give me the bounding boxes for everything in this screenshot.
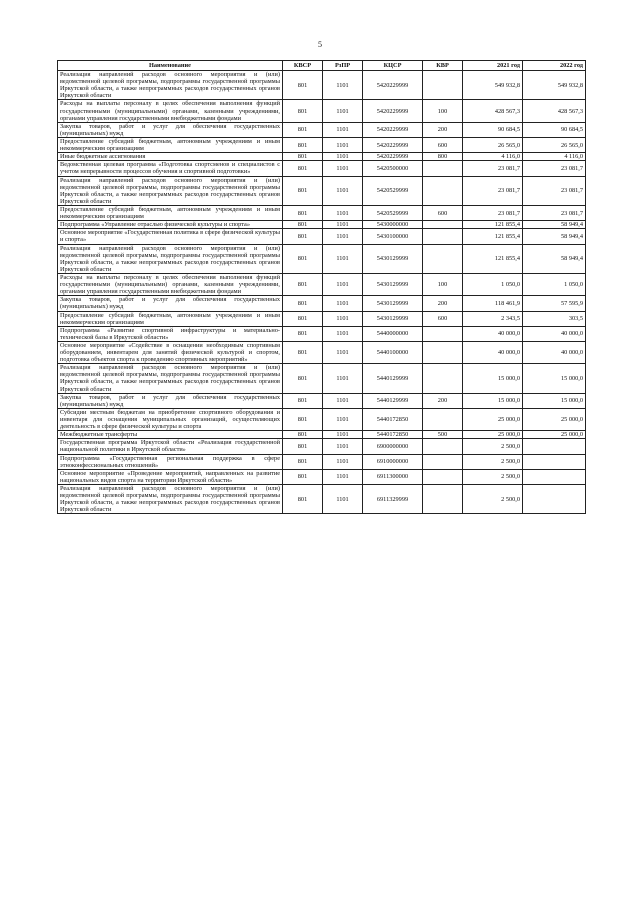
row-rzpr: 1101 bbox=[323, 71, 363, 100]
table-row bbox=[58, 454, 586, 469]
row-name: Закупка товаров, работ и услуг для обеспечения государственных (муниципальных) нужд bbox=[58, 393, 283, 408]
row-2021: 2 500,0 bbox=[463, 469, 523, 484]
row-name: Основное мероприятие «Государственная политика в сфере физической культуры и спорта» bbox=[58, 229, 283, 244]
row-2022: 23 081,7 bbox=[523, 176, 586, 205]
row-2022: 90 684,5 bbox=[523, 122, 586, 137]
row-rzpr: 1101 bbox=[323, 161, 363, 176]
row-2021: 549 932,8 bbox=[463, 71, 523, 100]
row-kcsr: 5420529999 bbox=[363, 205, 423, 220]
row-rzpr: 1101 bbox=[323, 439, 363, 454]
row-name: Реализация направлений расходов основного мероприятия и (или) ведомственной целевой программы, подпрограммы государственной программы Иркутской области, а также непрограммных расходов государственных органов Иркутской области bbox=[58, 71, 283, 100]
row-name: Государственная программа Иркутской области «Реализация государственной национальной политики в Иркутской области» bbox=[58, 439, 283, 454]
row-2021: 25 000,0 bbox=[463, 408, 523, 430]
row-kvsr: 801 bbox=[283, 244, 323, 273]
row-2022: 428 567,3 bbox=[523, 100, 586, 122]
row-kvr bbox=[423, 341, 463, 363]
row-kvr: 600 bbox=[423, 311, 463, 326]
row-name: Основное мероприятие «Проведение мероприятий, направленных на развитие национальных видов спорта на территории Иркутской области» bbox=[58, 469, 283, 484]
row-2021: 23 081,7 bbox=[463, 176, 523, 205]
row-kcsr: 5440172850 bbox=[363, 431, 423, 439]
row-name: Закупка товаров, работ и услуг для обеспечения государственных (муниципальных) нужд bbox=[58, 122, 283, 137]
row-kvsr: 801 bbox=[283, 408, 323, 430]
row-name: Закупка товаров, работ и услуг для обеспечения государственных (муниципальных) нужд bbox=[58, 296, 283, 311]
row-2021: 23 081,7 bbox=[463, 161, 523, 176]
row-kcsr: 5430000000 bbox=[363, 221, 423, 229]
row-name: Реализация направлений расходов основного мероприятия и (или) ведомственной целевой программы, подпрограммы государственной программы Иркутской области, а также непрограммных расходов государственных органов Иркутской области bbox=[58, 364, 283, 393]
row-kcsr: 5420229999 bbox=[363, 137, 423, 152]
header-rzpr: РзПР bbox=[323, 61, 363, 71]
table-row bbox=[58, 229, 586, 244]
row-kvsr: 801 bbox=[283, 326, 323, 341]
row-kcsr: 5420229999 bbox=[363, 71, 423, 100]
row-kvsr: 801 bbox=[283, 393, 323, 408]
row-kvsr: 801 bbox=[283, 122, 323, 137]
budget-table bbox=[57, 60, 586, 514]
table-row bbox=[58, 221, 586, 229]
row-kvr bbox=[423, 364, 463, 393]
row-kvsr: 801 bbox=[283, 469, 323, 484]
table-row bbox=[58, 326, 586, 341]
row-kcsr: 5420529999 bbox=[363, 176, 423, 205]
table-row bbox=[58, 439, 586, 454]
row-rzpr: 1101 bbox=[323, 469, 363, 484]
row-name: Предоставление субсидий бюджетным, автономным учреждениям и иным некоммерческим организациям bbox=[58, 311, 283, 326]
row-rzpr: 1101 bbox=[323, 153, 363, 161]
row-rzpr: 1101 bbox=[323, 244, 363, 273]
table-row bbox=[58, 393, 586, 408]
row-kcsr: 6911300000 bbox=[363, 469, 423, 484]
row-kvsr: 801 bbox=[283, 137, 323, 152]
row-2021: 118 461,9 bbox=[463, 296, 523, 311]
row-2022: 25 000,0 bbox=[523, 408, 586, 430]
row-kvsr: 801 bbox=[283, 485, 323, 514]
row-rzpr: 1101 bbox=[323, 221, 363, 229]
table-row bbox=[58, 205, 586, 220]
row-name: Реализация направлений расходов основного мероприятия и (или) ведомственной целевой программы, подпрограммы государственной программы Иркутской области, а также непрограммных расходов государственных органов Иркутской области bbox=[58, 244, 283, 273]
header-2021: 2021 год bbox=[463, 61, 523, 71]
row-kvr bbox=[423, 439, 463, 454]
row-rzpr: 1101 bbox=[323, 296, 363, 311]
row-2021: 90 684,5 bbox=[463, 122, 523, 137]
row-kvsr: 801 bbox=[283, 273, 323, 295]
row-kcsr: 5420500000 bbox=[363, 161, 423, 176]
row-name: Иные бюджетные ассигнования bbox=[58, 153, 283, 161]
row-2022: 549 932,8 bbox=[523, 71, 586, 100]
row-name: Межбюджетные трансферты bbox=[58, 431, 283, 439]
row-2021: 26 565,0 bbox=[463, 137, 523, 152]
row-2022 bbox=[523, 485, 586, 514]
row-kvr: 200 bbox=[423, 393, 463, 408]
row-name: Расходы на выплаты персоналу в целях обеспечения выполнения функций государственными (муниципальными) органами, казенными учреждениями, органами управления государственными внебюджетными фондами bbox=[58, 273, 283, 295]
row-name: Расходы на выплаты персоналу в целях обеспечения выполнения функций государственными (муниципальными) органами, казенными учреждениями, органами управления государственными внебюджетными фондами bbox=[58, 100, 283, 122]
row-2022 bbox=[523, 469, 586, 484]
table-row bbox=[58, 408, 586, 430]
row-kcsr: 6911329999 bbox=[363, 485, 423, 514]
row-rzpr: 1101 bbox=[323, 431, 363, 439]
row-2022: 15 000,0 bbox=[523, 364, 586, 393]
row-2022: 23 081,7 bbox=[523, 161, 586, 176]
row-kvr: 100 bbox=[423, 273, 463, 295]
row-2022: 15 000,0 bbox=[523, 393, 586, 408]
row-kvr: 600 bbox=[423, 137, 463, 152]
table-row bbox=[58, 161, 586, 176]
row-rzpr: 1101 bbox=[323, 176, 363, 205]
row-kvsr: 801 bbox=[283, 153, 323, 161]
row-2021: 2 343,5 bbox=[463, 311, 523, 326]
row-rzpr: 1101 bbox=[323, 137, 363, 152]
table-row bbox=[58, 71, 586, 100]
row-2021: 40 000,0 bbox=[463, 341, 523, 363]
row-kvr: 800 bbox=[423, 153, 463, 161]
row-kcsr: 5430129999 bbox=[363, 311, 423, 326]
table-row bbox=[58, 100, 586, 122]
row-kvr: 600 bbox=[423, 205, 463, 220]
header-kcsr: КЦСР bbox=[363, 61, 423, 71]
row-rzpr: 1101 bbox=[323, 229, 363, 244]
row-kvsr: 801 bbox=[283, 176, 323, 205]
row-2022 bbox=[523, 439, 586, 454]
row-kvsr: 801 bbox=[283, 431, 323, 439]
row-kvr bbox=[423, 408, 463, 430]
row-rzpr: 1101 bbox=[323, 311, 363, 326]
row-rzpr: 1101 bbox=[323, 205, 363, 220]
row-kvsr: 801 bbox=[283, 221, 323, 229]
row-2022: 26 565,0 bbox=[523, 137, 586, 152]
row-2021: 2 500,0 bbox=[463, 439, 523, 454]
row-rzpr: 1101 bbox=[323, 326, 363, 341]
row-2022 bbox=[523, 454, 586, 469]
row-kcsr: 5420229999 bbox=[363, 100, 423, 122]
row-2021: 2 500,0 bbox=[463, 485, 523, 514]
row-rzpr: 1101 bbox=[323, 273, 363, 295]
table-row bbox=[58, 311, 586, 326]
row-kcsr: 5420229999 bbox=[363, 122, 423, 137]
row-kcsr: 5440172850 bbox=[363, 408, 423, 430]
header-kvr: КВР bbox=[423, 61, 463, 71]
table-row bbox=[58, 273, 586, 295]
row-kcsr: 5430100000 bbox=[363, 229, 423, 244]
row-kvr: 100 bbox=[423, 100, 463, 122]
row-rzpr: 1101 bbox=[323, 485, 363, 514]
row-kcsr: 5440129999 bbox=[363, 364, 423, 393]
row-kcsr: 5430129999 bbox=[363, 273, 423, 295]
row-kvsr: 801 bbox=[283, 100, 323, 122]
row-name: Подпрограмма «Государственная региональная поддержка в сфере этноконфессиональных отношений» bbox=[58, 454, 283, 469]
row-name: Ведомственная целевая программа «Подготовка спортсменов и специалистов с учетом непрерывности процессов обучения и спортивной подготовки» bbox=[58, 161, 283, 176]
row-kvr bbox=[423, 161, 463, 176]
table-row bbox=[58, 153, 586, 161]
row-2021: 2 500,0 bbox=[463, 454, 523, 469]
row-kvsr: 801 bbox=[283, 439, 323, 454]
row-kcsr: 5440129999 bbox=[363, 393, 423, 408]
row-kvsr: 801 bbox=[283, 161, 323, 176]
table-row bbox=[58, 341, 586, 363]
row-2022: 40 000,0 bbox=[523, 341, 586, 363]
row-kvr bbox=[423, 454, 463, 469]
row-2021: 25 000,0 bbox=[463, 431, 523, 439]
table-row bbox=[58, 485, 586, 514]
row-name: Предоставление субсидий бюджетным, автономным учреждениям и иным некоммерческим организациям bbox=[58, 137, 283, 152]
row-name: Подпрограмма «Управление отраслью физической культуры и спорта» bbox=[58, 221, 283, 229]
row-rzpr: 1101 bbox=[323, 364, 363, 393]
table-row bbox=[58, 296, 586, 311]
row-2022: 303,5 bbox=[523, 311, 586, 326]
row-2021: 121 855,4 bbox=[463, 221, 523, 229]
row-kvsr: 801 bbox=[283, 71, 323, 100]
table-row bbox=[58, 176, 586, 205]
row-kvr bbox=[423, 71, 463, 100]
row-name: Реализация направлений расходов основного мероприятия и (или) ведомственной целевой программы, подпрограммы государственной программы Иркутской области, а также непрограммных расходов государственных органов Иркутской области bbox=[58, 485, 283, 514]
table-row bbox=[58, 364, 586, 393]
row-kvsr: 801 bbox=[283, 364, 323, 393]
table-row bbox=[58, 244, 586, 273]
row-rzpr: 1101 bbox=[323, 100, 363, 122]
row-rzpr: 1101 bbox=[323, 454, 363, 469]
row-2021: 15 000,0 bbox=[463, 393, 523, 408]
row-2021: 23 081,7 bbox=[463, 205, 523, 220]
table-header-row bbox=[58, 61, 586, 71]
row-name: Реализация направлений расходов основного мероприятия и (или) ведомственной целевой программы, подпрограммы государственной программы Иркутской области, а также непрограммных расходов государственных органов Иркутской области bbox=[58, 176, 283, 205]
row-name: Субсидии местным бюджетам на приобретение спортивного оборудования и инвентаря для оснащения муниципальных организаций, осуществляющих деятельность в сфере физической культуры и спорта bbox=[58, 408, 283, 430]
row-2022: 58 949,4 bbox=[523, 229, 586, 244]
row-kvr bbox=[423, 229, 463, 244]
row-rzpr: 1101 bbox=[323, 122, 363, 137]
header-kvsr: КВСР bbox=[283, 61, 323, 71]
row-kvsr: 801 bbox=[283, 205, 323, 220]
row-kvr bbox=[423, 244, 463, 273]
page-number: 5 bbox=[318, 40, 322, 49]
table-row bbox=[58, 122, 586, 137]
row-kvsr: 801 bbox=[283, 229, 323, 244]
row-2022: 1 050,0 bbox=[523, 273, 586, 295]
row-2021: 4 116,0 bbox=[463, 153, 523, 161]
row-2021: 121 855,4 bbox=[463, 244, 523, 273]
header-2022: 2022 год bbox=[523, 61, 586, 71]
row-2022: 4 116,0 bbox=[523, 153, 586, 161]
row-kvr bbox=[423, 469, 463, 484]
row-2022: 23 081,7 bbox=[523, 205, 586, 220]
row-kcsr: 5440100000 bbox=[363, 341, 423, 363]
row-kcsr: 5430129999 bbox=[363, 244, 423, 273]
row-kvsr: 801 bbox=[283, 454, 323, 469]
row-kvr bbox=[423, 176, 463, 205]
row-2022: 58 949,4 bbox=[523, 244, 586, 273]
row-2022: 25 000,0 bbox=[523, 431, 586, 439]
row-kvr: 200 bbox=[423, 296, 463, 311]
row-kvsr: 801 bbox=[283, 341, 323, 363]
row-kvsr: 801 bbox=[283, 296, 323, 311]
row-2021: 121 855,4 bbox=[463, 229, 523, 244]
row-2022: 58 949,4 bbox=[523, 221, 586, 229]
row-2022: 57 595,9 bbox=[523, 296, 586, 311]
row-name: Основное мероприятие «Содействие в оснащении необходимым спортивным оборудованием, инвентарем для занятий физической культурой и спортом, подготовка объектов спорта к проведению спортивных мероприятий» bbox=[58, 341, 283, 363]
row-2021: 40 000,0 bbox=[463, 326, 523, 341]
row-kvr bbox=[423, 326, 463, 341]
row-rzpr: 1101 bbox=[323, 341, 363, 363]
row-kcsr: 6910000000 bbox=[363, 454, 423, 469]
row-2021: 15 000,0 bbox=[463, 364, 523, 393]
table-row bbox=[58, 431, 586, 439]
row-name: Подпрограмма «Развитие спортивной инфраструктуры и материально- технической базы в Иркутской области» bbox=[58, 326, 283, 341]
row-kvr: 500 bbox=[423, 431, 463, 439]
row-kvsr: 801 bbox=[283, 311, 323, 326]
row-kvr bbox=[423, 221, 463, 229]
row-kcsr: 6900000000 bbox=[363, 439, 423, 454]
row-2022: 40 000,0 bbox=[523, 326, 586, 341]
row-rzpr: 1101 bbox=[323, 408, 363, 430]
table-row bbox=[58, 137, 586, 152]
row-2021: 428 567,3 bbox=[463, 100, 523, 122]
row-kcsr: 5420229999 bbox=[363, 153, 423, 161]
row-2021: 1 050,0 bbox=[463, 273, 523, 295]
row-rzpr: 1101 bbox=[323, 393, 363, 408]
row-kvr bbox=[423, 485, 463, 514]
table-row bbox=[58, 469, 586, 484]
row-kcsr: 5440000000 bbox=[363, 326, 423, 341]
row-kcsr: 5430129999 bbox=[363, 296, 423, 311]
row-name: Предоставление субсидий бюджетным, автономным учреждениям и иным некоммерческим организациям bbox=[58, 205, 283, 220]
header-name: Наименование bbox=[58, 61, 283, 71]
row-kvr: 200 bbox=[423, 122, 463, 137]
